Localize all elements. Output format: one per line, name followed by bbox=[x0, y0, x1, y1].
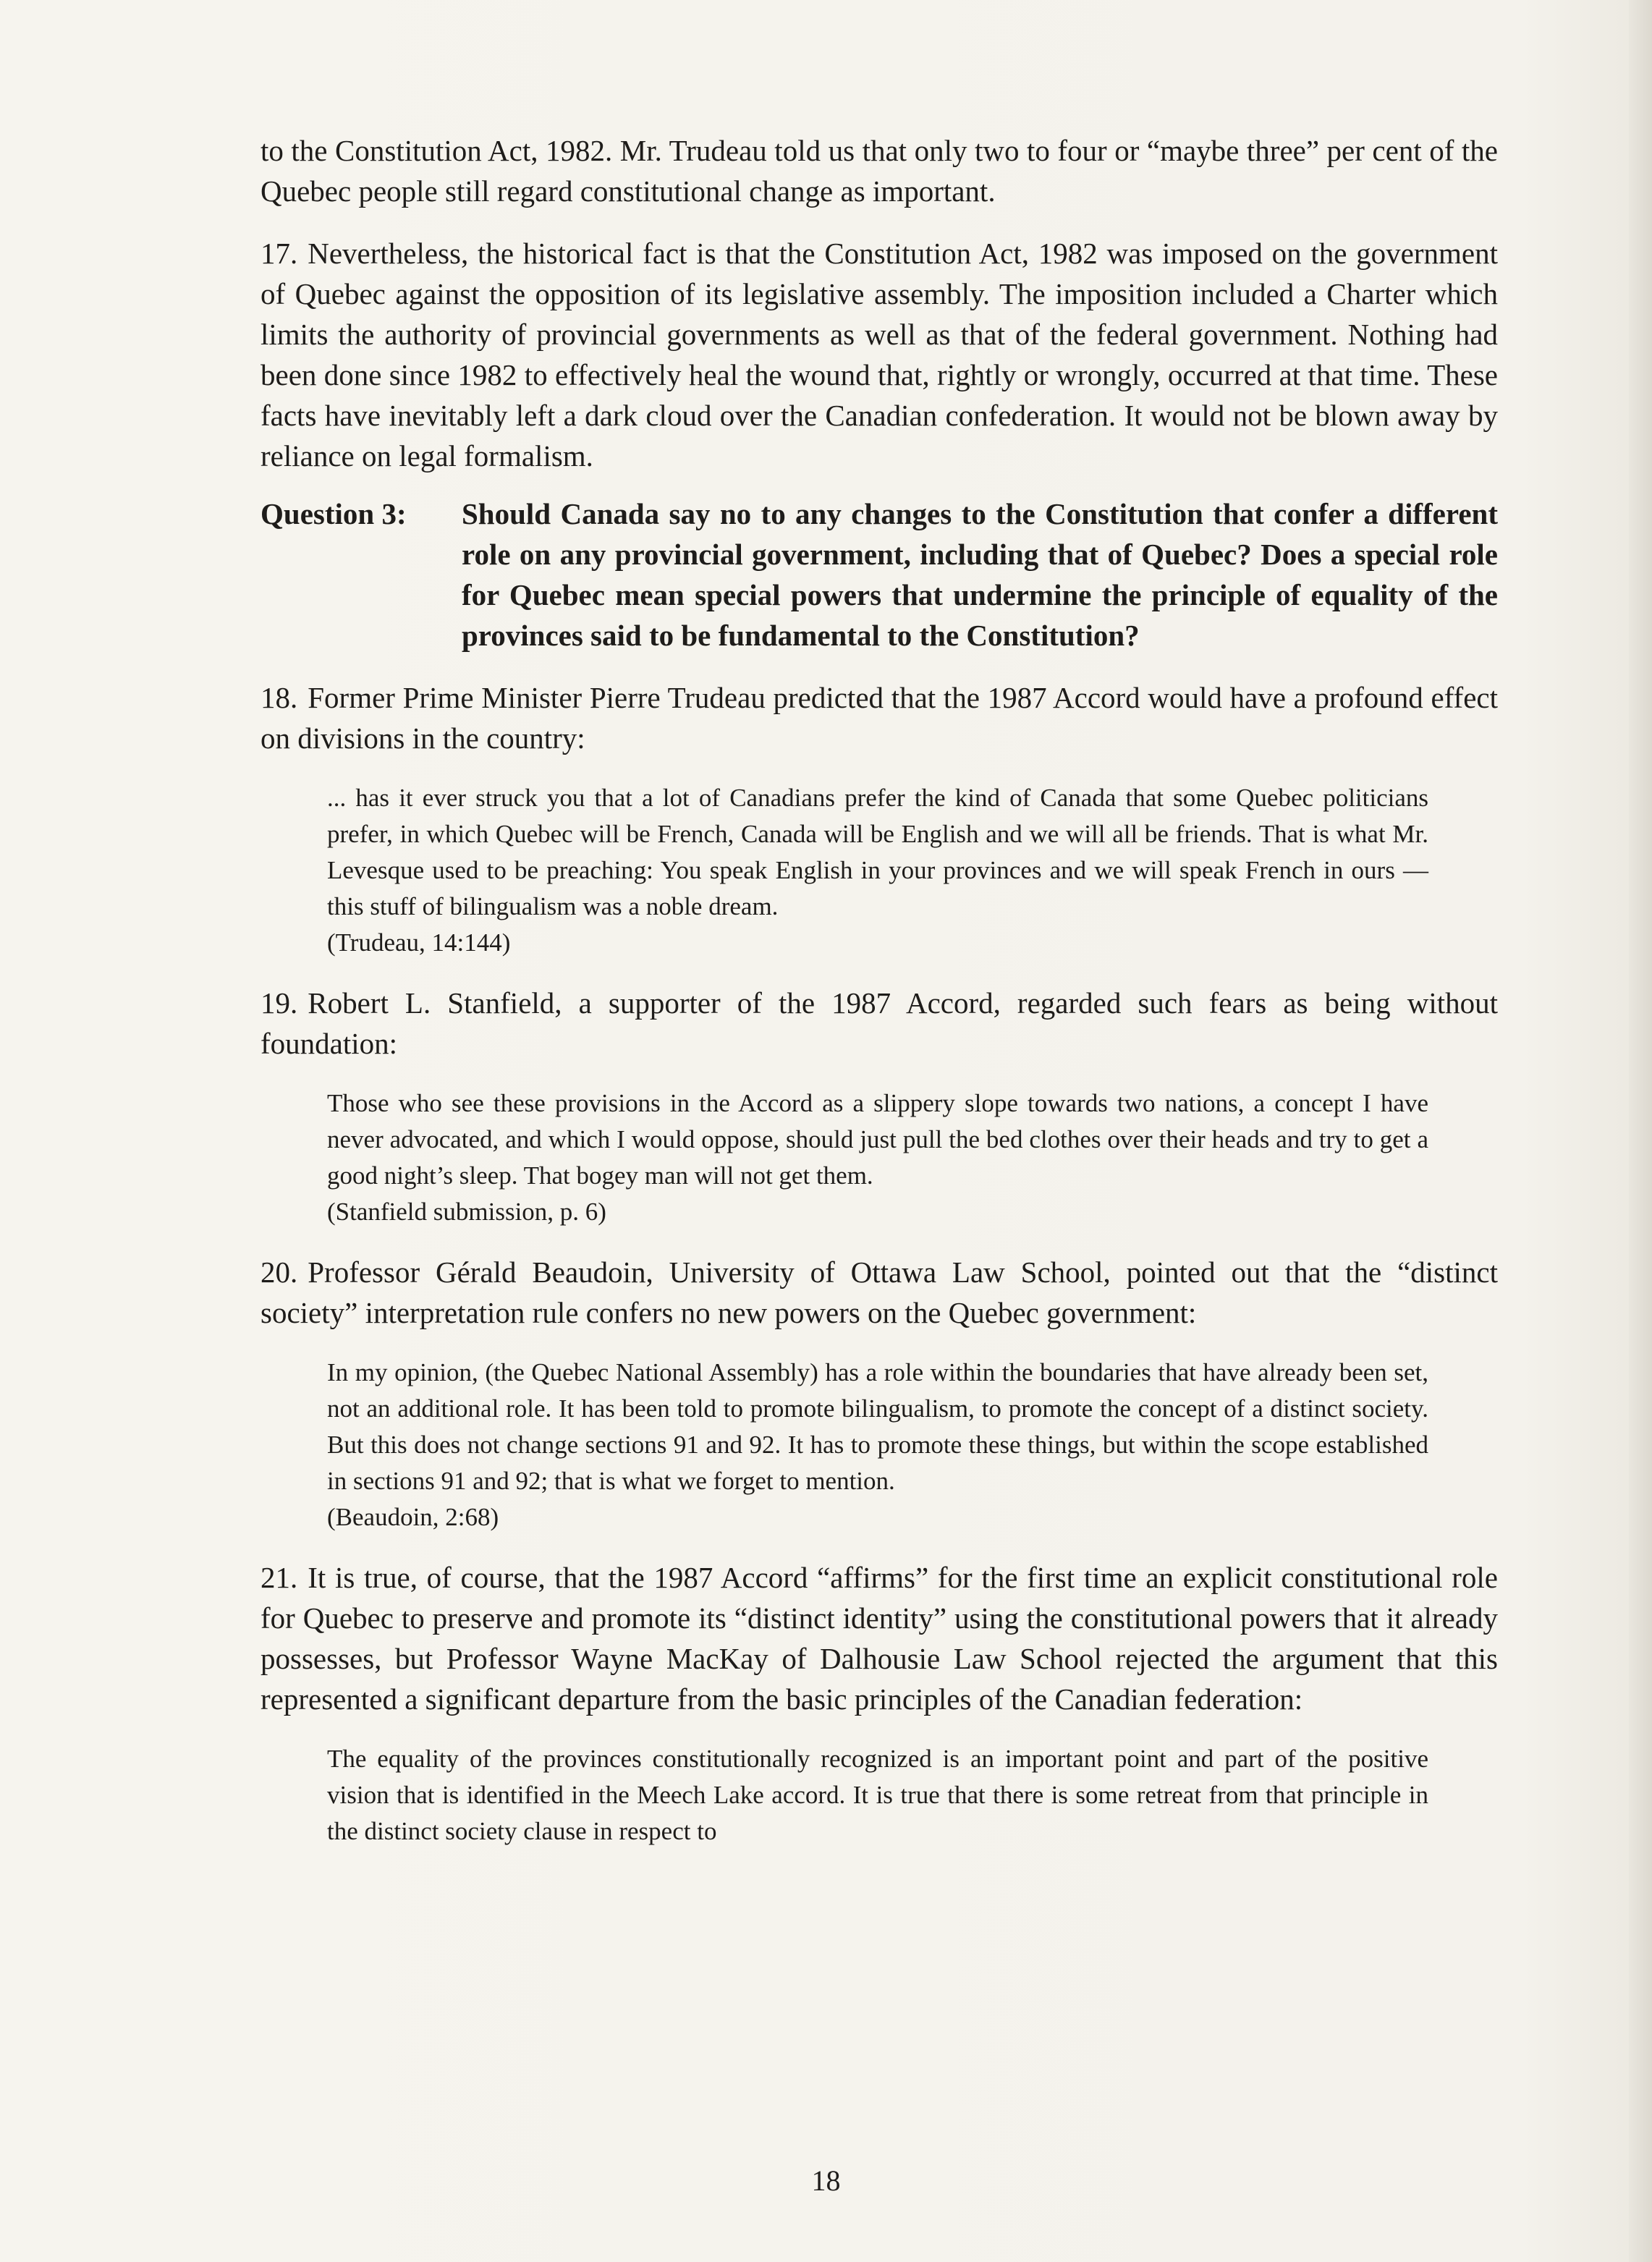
citation: (Stanfield submission, p. 6) bbox=[327, 1198, 606, 1226]
question-text: Should Canada say no to any changes to the Constitution that confer a different role on any provincial government, including that of Quebec? Does a special role for Quebec mean special powers that undermine the principle of equality of the provinces said to be fundamental to the Constitution? bbox=[462, 497, 1498, 652]
block-quote-trudeau: ... has it ever struck you that a lot of Canadians prefer the kind of Canada that some Quebec politicians prefer, in which Quebec will be French, Canada will be English and we will all be friends. That is what Mr. Levesque used to be preaching: You speak English in your provinces and we will speak French in ours — this stuff of bilingualism was a noble dream. (Trudeau, 14:144) bbox=[327, 780, 1428, 961]
block-quote-stanfield: Those who see these provisions in the Accord as a slippery slope towards two nations, a concept I have never advocated, and which I would oppose, should just pull the bed clothes over their heads and try to get a good night’s sleep. That bogey man will not get them. (Stanfield submission, p. 6) bbox=[327, 1085, 1428, 1230]
paragraph-number: 18. bbox=[260, 681, 298, 714]
paragraph-17: 17. Nevertheless, the historical fact is that the Constitution Act, 1982 was imposed on the government of Quebec against the opposition of its legislative assembly. The imposition included a Charter which limits the authority of provincial governments as well as that of the federal government. Nothing had been done since 1982 to effectively heal the wound that, rightly or wrongly, occurred at that time. These facts have inevitably left a dark cloud over the Canadian confederation. It would not be blown away by reliance on legal formalism. bbox=[260, 237, 1498, 473]
paragraph-number: 20. bbox=[260, 1255, 298, 1289]
page-edge bbox=[1629, 0, 1652, 2262]
citation: (Beaudoin, 2:68) bbox=[327, 1503, 499, 1531]
question-label: Question 3: bbox=[260, 497, 407, 530]
page-number: 18 bbox=[811, 2164, 841, 2197]
paragraph-number: 17. bbox=[260, 237, 298, 270]
paragraph-number: 21. bbox=[260, 1561, 298, 1594]
question-3 bbox=[260, 494, 1498, 656]
citation: (Trudeau, 14:144) bbox=[327, 928, 511, 957]
paragraph-18: 18. Former Prime Minister Pierre Trudeau predicted that the 1987 Accord would have a profound effect on divisions in the country: bbox=[260, 681, 1498, 755]
paragraph-21: 21. It is true, of course, that the 1987 Accord “affirms” for the first time an explicit constitutional role for Quebec to preserve and promote its “distinct identity” using the constitutional powers that it already possesses, but Professor Wayne MacKay of Dalhousie Law School rejected the argument that this represented a significant departure from the basic principles of the Canadian federation: bbox=[260, 1561, 1498, 1716]
paragraph-19: 19. Robert L. Stanfield, a supporter of the 1987 Accord, regarded such fears as being without foundation: bbox=[260, 986, 1498, 1060]
paragraph-20: 20. Professor Gérald Beaudoin, University of Ottawa Law School, pointed out that the “distinct society” interpretation rule confers no new powers on the Quebec government: bbox=[260, 1255, 1498, 1329]
block-quote-mackay: The equality of the provinces constitutionally recognized is an important point and part of the positive vision that is identified in the Meech Lake accord. It is true that there is some retreat from that principle in the distinct society clause in respect to bbox=[327, 1745, 1428, 1845]
block-quote-beaudoin: In my opinion, (the Quebec National Assembly) has a role within the boundaries that have already been set, not an additional role. It has been told to promote bilingualism, to promote the concept of a distinct society. But this does not change sections 91 and 92. It has to promote these things, but within the scope established in sections 91 and 92; that is what we forget to mention. (Beaudoin, 2:68) bbox=[327, 1355, 1428, 1535]
paragraph-continued: to the Constitution Act, 1982. Mr. Trudeau told us that only two to four or “maybe three” per cent of the Quebec people still regard constitutional change as important. bbox=[260, 134, 1498, 208]
body-text bbox=[260, 130, 1498, 1871]
paragraph-number: 19. bbox=[260, 986, 298, 1020]
